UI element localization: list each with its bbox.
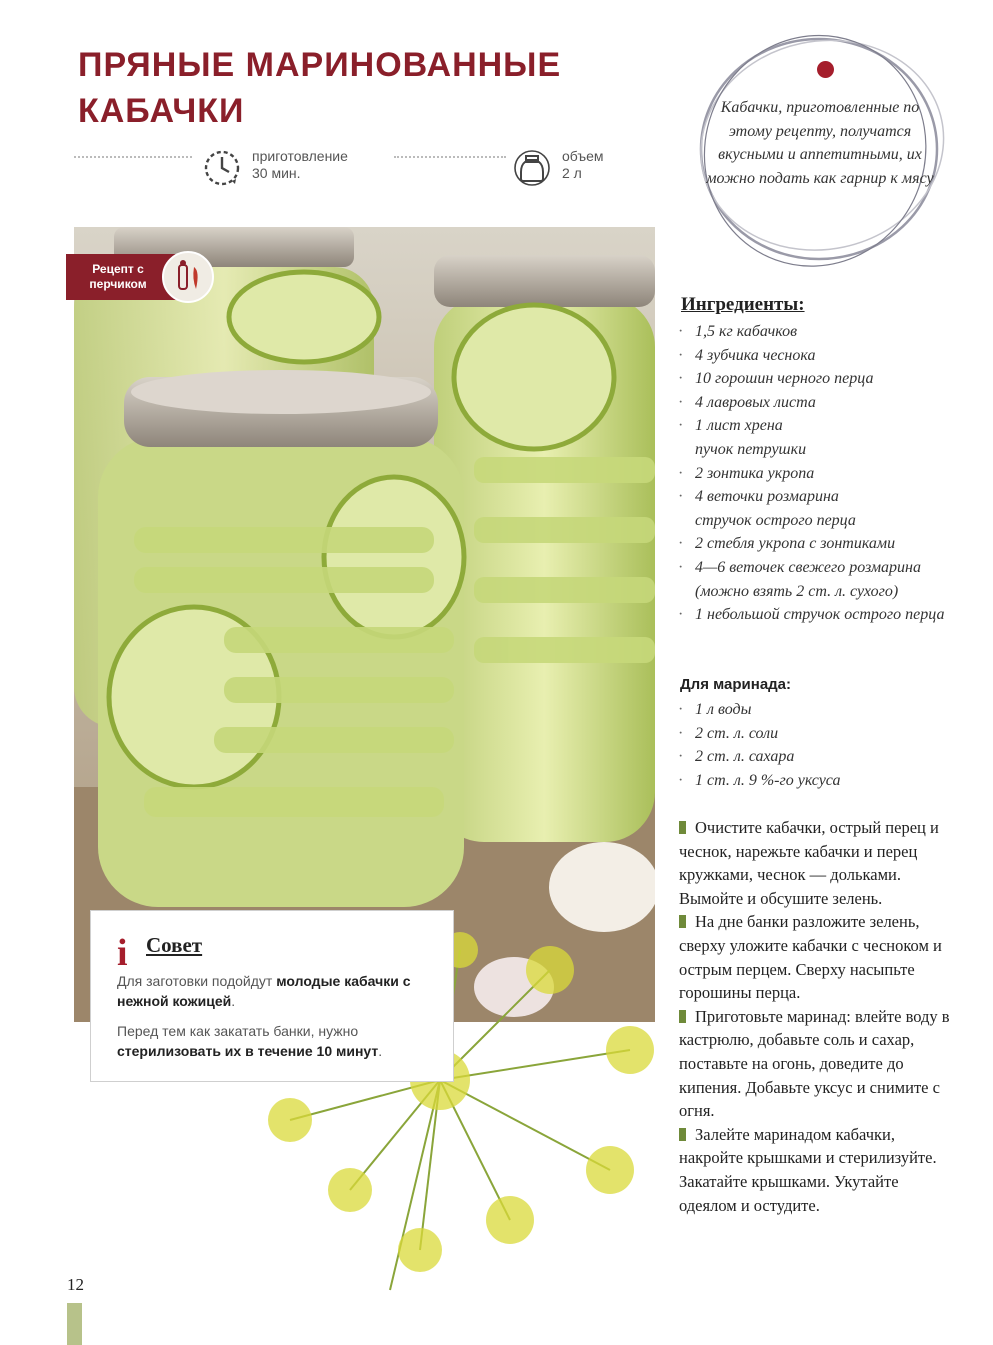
tip-paragraph-1 <box>117 971 433 1011</box>
tip-p1-bold: молодые кабачки с нежной кожицей <box>117 973 411 1009</box>
page-number: 12 <box>67 1275 84 1294</box>
ingredients-list <box>676 320 966 627</box>
list-item: · 1 л воды <box>676 698 966 722</box>
volume-value: 2 л <box>562 165 582 181</box>
step-paragraph: Залейте маринадом кабачки, накройте крышками и стерилизуйте. Закатайте крышками. Укутайте одеялом и остудите. <box>679 1123 959 1217</box>
tip-box <box>90 910 454 1082</box>
volume <box>512 148 604 188</box>
marinade-title: Для маринада: <box>680 676 792 693</box>
tip-p1-end: . <box>231 993 236 1009</box>
tip-title: Совет <box>146 933 203 957</box>
tip-p2-text: Перед тем как закатать банки, нужно <box>117 1023 359 1039</box>
list-item: · 1 небольшой стручок острого перца <box>676 603 966 627</box>
list-item: · 2 стебля укропа с зонтиками <box>676 532 966 556</box>
page-title: ПРЯНЫЕ МАРИНОВАННЫЕ КАБАЧКИ <box>78 46 562 130</box>
jar-icon <box>512 148 552 188</box>
list-item: · 1,5 кг кабачков <box>676 320 966 344</box>
clock-icon <box>202 148 242 188</box>
step-paragraph: Очистите кабачки, острый перец и чеснок, нарежьте кабачки и перец кружками, чеснок — дольками. Вымойте и обсушите зелень. <box>679 816 959 910</box>
quote-text: Кабачки, приготовленные по этому рецепту, получатся вкусными и аппетитными, их можно подать как гарнир к мясу <box>706 99 934 187</box>
meta-divider <box>394 156 506 158</box>
ingredients-title: Ингредиенты: <box>681 294 805 315</box>
list-item: · 4—6 веточек свежего розмарина (можно взять 2 ст. л. сухого) <box>676 556 966 603</box>
meta-divider <box>74 156 192 158</box>
list-item: · 2 зонтика укропа <box>676 462 966 486</box>
list-item: пучок петрушки <box>695 440 807 458</box>
list-item: · 10 горошин черного перца <box>676 367 966 391</box>
page-edge-bar <box>67 1303 82 1345</box>
step-paragraph: На дне банки разложите зелень, сверху уложите кабачки с чесноком и острым перцем. Сверху насыпьте горошины перца. <box>679 910 959 1004</box>
volume-label: объем <box>562 148 604 164</box>
tip-paragraph-2 <box>117 1021 453 1061</box>
list-item: · 4 зубчика чеснока <box>676 344 966 368</box>
marinade-list <box>676 698 966 792</box>
prep-time <box>202 148 348 188</box>
instructions <box>679 816 959 1217</box>
badge-label: Рецепт с перчиком <box>89 262 147 291</box>
recipe-badge <box>66 254 208 300</box>
tip-p1-text: Для заготовки подойдут <box>117 973 277 989</box>
list-item: · 1 лист хрена <box>676 414 966 438</box>
quote-dot <box>817 61 834 78</box>
list-item: · 2 ст. л. соли <box>676 722 966 746</box>
list-item: · 4 веточки розмарина <box>676 485 966 509</box>
tip-p2-end: . <box>378 1043 383 1059</box>
prep-label: приготовление <box>252 148 348 164</box>
list-item: · 1 ст. л. 9 %-го уксуса <box>676 769 966 793</box>
list-item: · 4 лавровых листа <box>676 391 966 415</box>
badge-emblem <box>162 251 214 303</box>
tip-p2-bold: стерилизовать их в течение 10 минут <box>117 1043 379 1059</box>
list-item: стручок острого перца <box>695 511 856 529</box>
pepper-grinder-icon <box>164 253 212 301</box>
list-item: · 2 ст. л. сахара <box>676 745 966 769</box>
step-paragraph: Приготовьте маринад: влейте воду в кастрюлю, добавьте соль и сахар, поставьте на огонь, доведите до кипения. Добавьте уксус и снимите с огня. <box>679 1005 959 1123</box>
prep-value: 30 мин. <box>252 165 301 181</box>
pickled-zucchini-photo <box>74 227 655 1022</box>
info-icon: i <box>117 932 128 974</box>
